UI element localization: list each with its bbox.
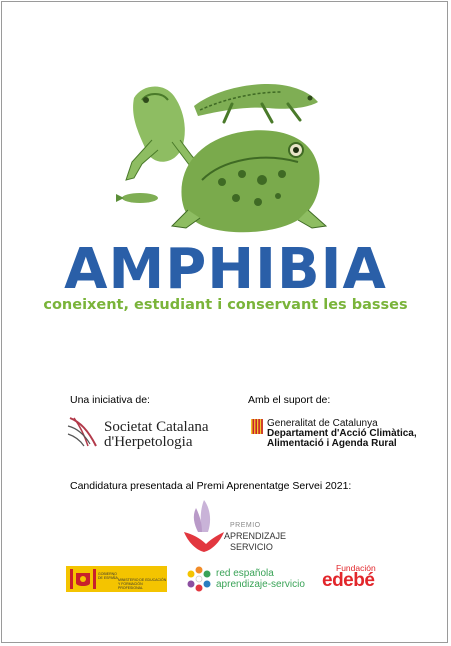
ministry-logo: [66, 566, 167, 592]
document-page: [1, 1, 448, 643]
support-org-line3: Alimentació i Agenda Rural: [267, 438, 397, 449]
red-aps-line1: red española: [216, 568, 274, 579]
cover-subtitle: coneixent, estudiant i conservant les basses: [43, 297, 408, 313]
generalitat-flag-logo-icon: [251, 419, 263, 434]
ministry-line2: DE ESPAÑA: [98, 576, 118, 580]
premio-hands-logo-icon: [182, 498, 226, 554]
edebe-logo-text: edebé: [322, 570, 375, 591]
amphibians-illustration-icon: [112, 70, 337, 240]
spain-coat-of-arms-icon: [70, 569, 96, 589]
red-aps-line2: aprendizaje-servicio: [216, 579, 305, 590]
premi-line2: APRENDIZAJE: [224, 531, 287, 541]
ministry-line1: GOBIERNO: [98, 572, 117, 576]
red-aps-flower-logo-icon: [186, 566, 212, 592]
support-org-line1: Generalitat de Catalunya: [267, 418, 378, 429]
premi-line1: PREMIO: [230, 522, 261, 529]
premi-line3: SERVICIO: [230, 542, 273, 552]
cover-title: AMPHIBIA: [64, 237, 387, 302]
support-label: Amb el suport de:: [248, 394, 331, 406]
candidacy-label: Candidatura presentada al Premi Aprenentatge Servei 2021:: [70, 480, 352, 492]
fundacion-label: Fundación: [336, 563, 376, 573]
ministry-line4: Y FORMACIÓN PROFESIONAL: [118, 582, 143, 590]
herpetology-society-logo-icon: [66, 416, 100, 448]
initiative-org-line1: Societat Catalana: [104, 419, 209, 435]
initiative-label: Una iniciativa de:: [70, 394, 150, 406]
initiative-org-line2: d'Herpetologia: [104, 434, 193, 450]
ministry-line3: MINISTERIO DE EDUCACIÓN: [118, 578, 167, 582]
support-org-line2: Departament d'Acció Climàtica,: [267, 428, 417, 439]
